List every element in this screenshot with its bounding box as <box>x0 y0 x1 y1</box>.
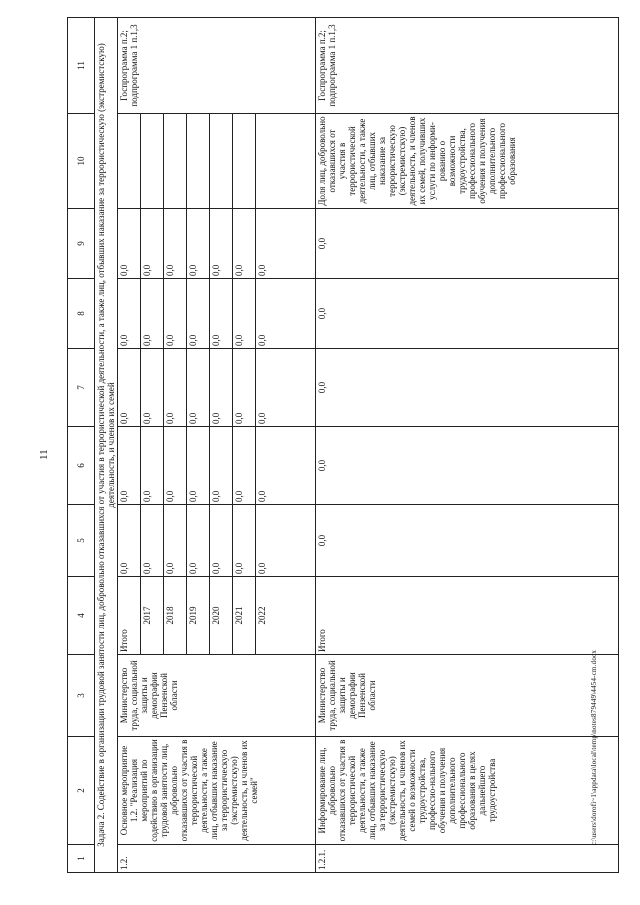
column-numbers-row <box>68 18 95 873</box>
value-cell: 0,0 <box>210 505 233 577</box>
source-cell: Госпрограмма п.2; подпрограмма 1 п.1,3 <box>316 18 619 114</box>
col-number: 9 <box>68 209 95 279</box>
row-number: 1.2. <box>118 845 316 873</box>
measure-name: Информирование лиц, добровольно отказавшихся от участия в террористической деятельности, а также лиц, отбывших наказание за террористическую (экстремистскую) деятельность, и членов их семей о возможности трудоустройства, профессио-нального обучения и получения дополнительного профессионального образования в целях дальнейшего трудоустройства <box>316 737 619 845</box>
indicator-cell <box>187 114 210 209</box>
value-cell: 0,0 <box>316 427 619 505</box>
col-number: 6 <box>68 427 95 505</box>
value-cell: 0,0 <box>210 427 233 505</box>
col-number: 10 <box>68 114 95 209</box>
indicator-cell <box>256 114 316 209</box>
page-number: 11 <box>38 449 50 460</box>
indicator-cell <box>233 114 256 209</box>
indicator-cell <box>164 114 187 209</box>
value-cell: 0,0 <box>141 349 164 427</box>
value-cell: 0,0 <box>256 427 316 505</box>
value-cell: 0,0 <box>118 209 141 279</box>
value-cell: 0,0 <box>233 209 256 279</box>
value-cell: 0,0 <box>256 279 316 349</box>
value-cell: 0,0 <box>210 349 233 427</box>
value-cell: 0,0 <box>187 505 210 577</box>
value-cell: 0,0 <box>256 505 316 577</box>
value-cell: 0,0 <box>316 209 619 279</box>
value-cell: 0,0 <box>118 505 141 577</box>
table-row <box>118 18 141 873</box>
value-cell: 0,0 <box>141 427 164 505</box>
value-cell: 0,0 <box>187 279 210 349</box>
indicator-cell <box>118 114 141 209</box>
value-cell: 0,0 <box>233 505 256 577</box>
value-cell: 0,0 <box>164 279 187 349</box>
task-title: Задача 2. Содействие в организации трудовой занятости лиц, добровольно отказавшихся от участия в террористической деятельности, а также лиц, отбывших наказание за террористическую (экстремистскую) деятельность, и членов их семей <box>95 18 118 873</box>
value-cell: 0,0 <box>233 279 256 349</box>
value-cell: 0,0 <box>210 279 233 349</box>
value-cell: 0,0 <box>141 279 164 349</box>
value-cell: 0,0 <box>141 209 164 279</box>
program-table <box>67 17 619 873</box>
footer-file-path: c:\users\dorofi~1\appdata\local\temp\notes879449\4454-cm.docx <box>590 649 598 845</box>
source-cell: Госпрограмма п.2; подпрограмма 1 п.1,3 <box>118 18 316 114</box>
value-cell: 0,0 <box>164 349 187 427</box>
value-cell: 0,0 <box>118 427 141 505</box>
value-cell: 0,0 <box>164 505 187 577</box>
executor: Министерство труда, социальной защиты и демографии Пензенской области <box>316 655 619 737</box>
measure-name: Основное мероприятие 1.2. "Реализация мероприятий по содействию в организации трудовой занятости лиц, добровольно отказавшихся от участия в террористической деятельности, а также лиц, отбывших наказание за террористическую (экстремистскую) деятельность, и членов их семей" <box>118 737 316 845</box>
value-cell: 0,0 <box>256 209 316 279</box>
row-number: 1.2.1. <box>316 845 619 873</box>
value-cell: 0,0 <box>316 505 619 577</box>
indicator-cell <box>210 114 233 209</box>
year-label: 2022 <box>256 577 316 655</box>
col-number: 1 <box>68 845 95 873</box>
value-cell: 0,0 <box>233 349 256 427</box>
task-row <box>95 18 118 873</box>
value-cell: 0,0 <box>316 279 619 349</box>
year-label: 2019 <box>187 577 210 655</box>
value-cell: 0,0 <box>233 427 256 505</box>
year-label: 2021 <box>233 577 256 655</box>
value-cell: 0,0 <box>164 427 187 505</box>
value-cell: 0,0 <box>187 209 210 279</box>
value-cell: 0,0 <box>210 209 233 279</box>
year-label: Итого <box>118 577 141 655</box>
col-number: 7 <box>68 349 95 427</box>
col-number: 3 <box>68 655 95 737</box>
col-number: 11 <box>68 18 95 114</box>
program-table-sheet <box>67 18 570 873</box>
value-cell: 0,0 <box>164 209 187 279</box>
executor: Министерство труда, социальной защиты и демографии Пензенской области <box>118 655 316 737</box>
value-cell: 0,0 <box>187 349 210 427</box>
value-cell: 0,0 <box>118 279 141 349</box>
value-cell: 0,0 <box>118 349 141 427</box>
table-row <box>316 18 619 873</box>
col-number: 8 <box>68 279 95 349</box>
indicator-cell <box>141 114 164 209</box>
indicator-cell: Доля лиц, добровольно отказавшихся от участия в террористической деятельности, а также лиц, отбывших наказание за террористическую (экстремистскую) деятельность, и членов их семей, получивших услуги по информи-рованию о возможности трудоустройства, профессионального обучения и получения дополнительного профессионального образования <box>316 114 619 209</box>
year-label: 2018 <box>164 577 187 655</box>
value-cell: 0,0 <box>187 427 210 505</box>
value-cell: 0,0 <box>141 505 164 577</box>
col-number: 5 <box>68 505 95 577</box>
year-label: Итого <box>316 577 619 655</box>
value-cell: 0,0 <box>316 349 619 427</box>
col-number: 4 <box>68 577 95 655</box>
col-number: 2 <box>68 737 95 845</box>
year-label: 2017 <box>141 577 164 655</box>
value-cell: 0,0 <box>256 349 316 427</box>
year-label: 2020 <box>210 577 233 655</box>
